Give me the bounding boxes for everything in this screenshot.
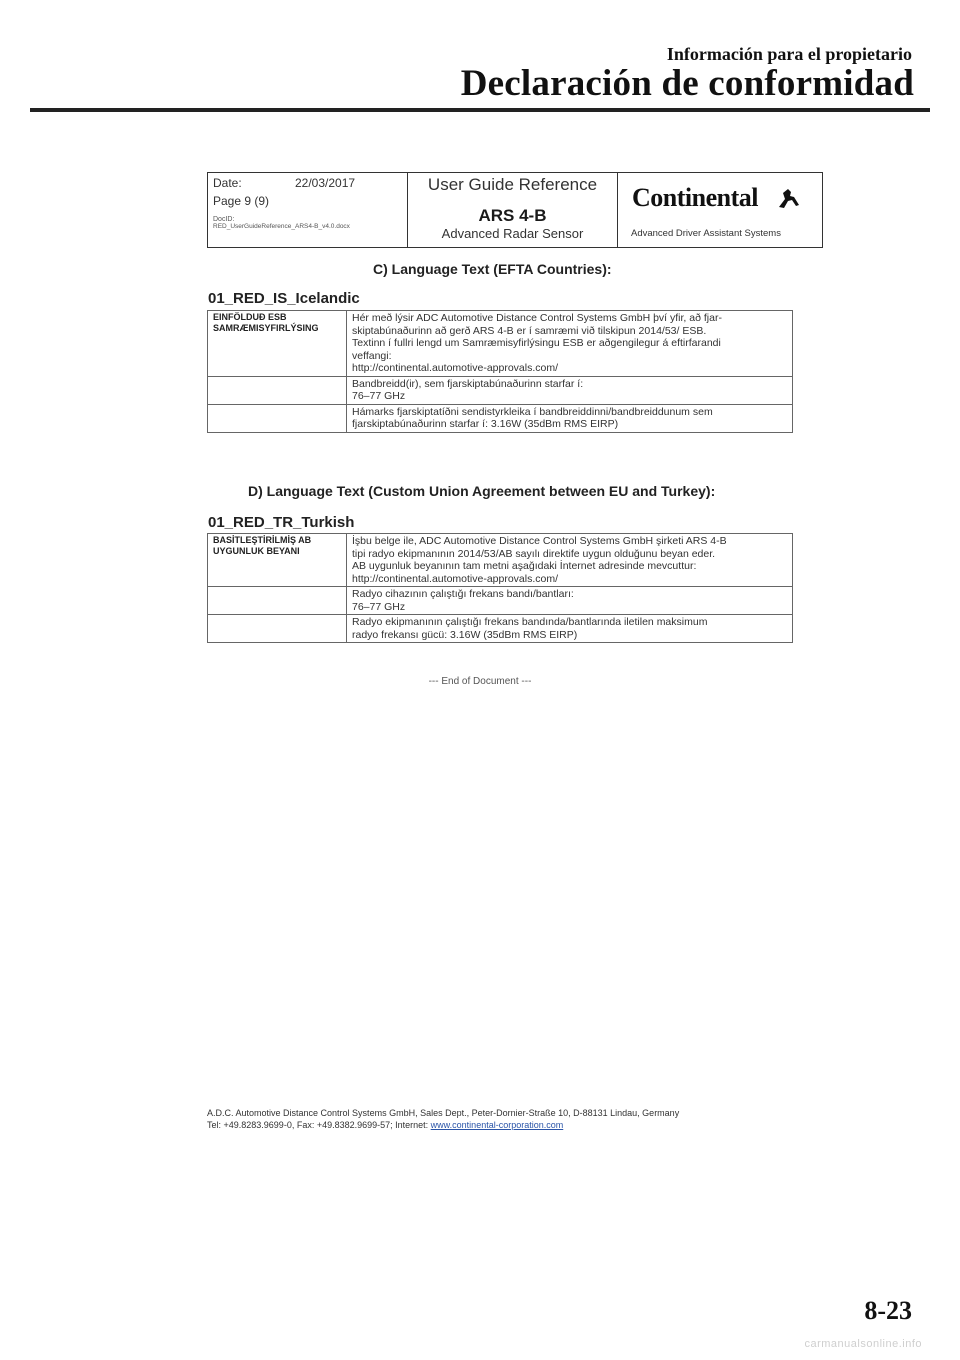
empty-label <box>208 404 347 432</box>
website-link[interactable]: www.continental-corporation.com <box>430 1120 564 1130</box>
document-title-block <box>207 172 823 248</box>
empty-label <box>208 615 347 643</box>
page-number: 8-23 <box>864 1296 912 1325</box>
footer-phone-fax: Tel: +49.8283.9699-0, Fax: +49.8382.9699-57; Internet: <box>207 1120 431 1130</box>
text-line: http://continental.automotive-approvals.com/ <box>352 572 559 585</box>
user-guide-reference: User Guide Reference <box>427 175 598 194</box>
company-footer <box>207 1107 679 1131</box>
table-row <box>208 376 793 404</box>
text-line: radyo frekansı gücü: 3.16W (35dBm RMS EIRP) <box>352 628 578 641</box>
text-line: İşbu belge ile, ADC Automotive Distance Control Systems GmbH şirketi ARS 4-B <box>352 535 727 547</box>
declaration-label: EINFÖLDUÐ ESB SAMRÆMISYFIRLÝSING <box>208 311 347 377</box>
date-label: Date: <box>213 176 242 190</box>
declaration-table-icelandic <box>207 310 793 433</box>
text-line: Radyo cihazının çalıştığı frekans bandı/bantları: <box>352 588 574 600</box>
product-name: ARS 4-B <box>478 206 547 225</box>
text-line: tipi radyo ekipmanının 2014/53/AB sayılı direktife uygun olduğunu beyan eder. <box>352 547 716 560</box>
header-subtitle: Información para el propietario <box>666 44 912 64</box>
text-line: fjarskiptabúnaðurinn starfar í: 3.16W (35dBm RMS EIRP) <box>352 418 619 430</box>
table-row <box>208 615 793 643</box>
title-block-info <box>208 173 408 247</box>
max-power-text <box>347 615 793 643</box>
frequency-band-text <box>347 587 793 615</box>
text-line: 76–77 GHz <box>352 390 406 402</box>
title-block-brand <box>618 173 822 247</box>
text-line: Textinn í fullri lengd um Samræmisyfirlýsingu ESB er aðgengilegur á eftirfarandi <box>352 337 721 349</box>
language-heading-icelandic: 01_RED_IS_Icelandic <box>208 290 360 307</box>
max-power-text <box>347 404 793 432</box>
declaration-table-turkish <box>207 533 793 643</box>
empty-label <box>208 587 347 615</box>
product-description: Advanced Radar Sensor <box>441 226 584 241</box>
table-row <box>208 587 793 615</box>
doc-id-label: DocID: <box>213 216 235 223</box>
text-line: 76–77 GHz <box>352 600 406 613</box>
title-block-reference <box>408 173 618 247</box>
end-of-document: --- End of Document --- <box>428 676 532 687</box>
table-row <box>208 534 793 587</box>
declaration-label: BASİTLEŞTİRİLMİŞ AB UYGUNLUK BEYANI <box>208 534 347 587</box>
section-c-heading: C) Language Text (EFTA Countries): <box>373 261 612 277</box>
page-info: Page 9 (9) <box>213 194 270 208</box>
continental-logo: Continental <box>632 183 758 212</box>
section-d-heading: D) Language Text (Custom Union Agreement between EU and Turkey): <box>248 483 716 499</box>
text-line: veffangi: <box>352 349 392 362</box>
text-line: skiptabúnaðurinn að gerð ARS 4-B er í samræmi við tilskipun 2014/53/ ESB. <box>352 324 707 337</box>
language-heading-turkish: 01_RED_TR_Turkish <box>208 514 355 531</box>
text-line: http://continental.automotive-approvals.com/ <box>352 362 559 374</box>
text-line: AB uygunluk beyanının tam metni aşağıdaki İnternet adresinde mevcuttur: <box>352 560 697 572</box>
frequency-band-text <box>347 376 793 404</box>
declaration-text <box>347 534 793 587</box>
watermark: carmanualsonline.info <box>804 1338 922 1350</box>
text-line: Radyo ekipmanının çalıştığı frekans bandında/bantlarında iletilen maksimum <box>352 616 708 628</box>
footer-address: A.D.C. Automotive Distance Control Systems GmbH, Sales Dept., Peter-Dornier-Straße 10, D-88131 Lindau, Germany <box>207 1108 680 1118</box>
table-row <box>208 404 793 432</box>
text-line: Bandbreidd(ir), sem fjarskiptabúnaðurinn starfar í: <box>352 377 584 390</box>
date-value: 22/03/2017 <box>295 176 356 190</box>
date-row <box>213 176 402 190</box>
table-row <box>208 311 793 377</box>
doc-id: RED_UserGuideReference_ARS4-B_v4.0.docx <box>213 223 350 230</box>
text-line: Hámarks fjarskiptatíðni sendistyrkleika í bandbreiddinni/bandbreiddunum sem <box>352 405 713 418</box>
footer-contact <box>207 1119 679 1131</box>
header-rule <box>30 108 930 112</box>
horse-logo-icon <box>776 185 802 211</box>
page-title: Declaración de conformidad <box>460 63 914 104</box>
division-name: Advanced Driver Assistant Systems <box>631 228 781 239</box>
empty-label <box>208 376 347 404</box>
text-line: Hér með lýsir ADC Automotive Distance Control Systems GmbH því yfir, að fjar- <box>352 312 722 324</box>
declaration-text <box>347 311 793 377</box>
